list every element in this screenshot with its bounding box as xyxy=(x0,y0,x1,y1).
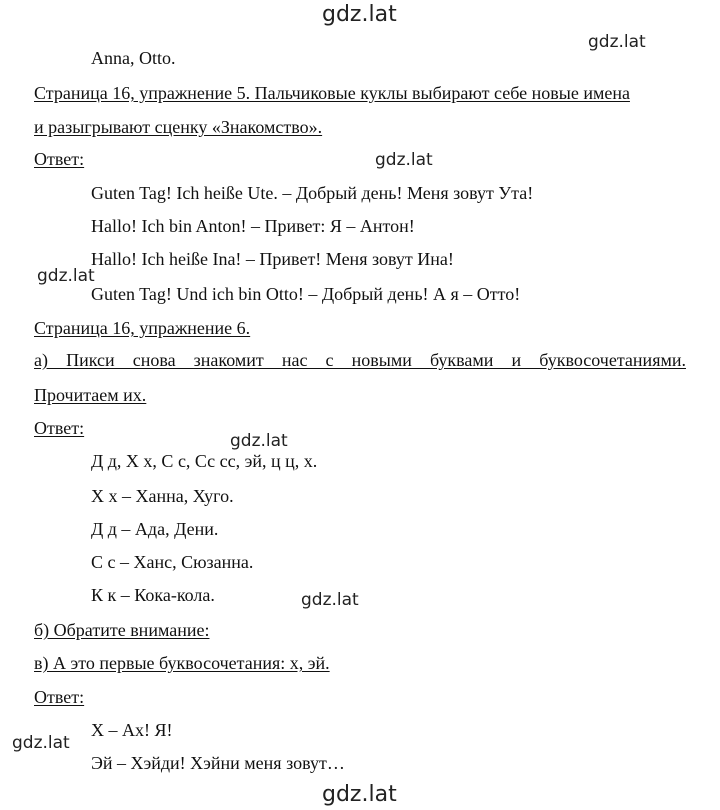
exercise-heading: б) Обратите внимание: xyxy=(34,620,210,640)
watermark: gdz.lat xyxy=(37,266,95,286)
exercise-heading: Страница 16, упражнение 5. Пальчиковые куклы выбирают себе новые имена xyxy=(34,83,630,103)
answer-label: Ответ: xyxy=(34,687,85,707)
answer-line: С с – Ханс, Сюзанна. xyxy=(91,552,254,572)
answer-line: Д д – Ада, Дени. xyxy=(91,519,219,539)
answer-line: Х – Ах! Я! xyxy=(91,720,173,740)
answer-label: Ответ: xyxy=(34,418,85,438)
exercise-heading: а) Пикси снова знакомит нас с новыми буквами и буквосочетаниями. xyxy=(34,350,686,370)
watermark: gdz.lat xyxy=(12,733,70,753)
answer-line: Guten Tag! Ich heiße Ute. – Добрый день! Меня зовут Ута! xyxy=(91,183,534,203)
watermark: gdz.lat xyxy=(301,590,359,610)
answer-line: Эй – Хэйди! Хэйни меня зовут… xyxy=(91,753,345,773)
answer-line: К к – Кока-кола. xyxy=(91,585,215,605)
exercise-heading: Страница 16, упражнение 6. xyxy=(34,318,251,338)
watermark-top: gdz.lat xyxy=(322,2,397,27)
watermark: gdz.lat xyxy=(588,32,646,52)
answer-line: Hallo! Ich heiße Ina! – Привет! Меня зовут Ина! xyxy=(91,249,454,269)
answer-label: Ответ: xyxy=(34,149,85,169)
watermark: gdz.lat xyxy=(375,150,433,170)
answer-line: Х х – Ханна, Хуго. xyxy=(91,486,234,506)
answer-line: Д д, Х х, С с, Сс сс, эй, ц ц, х. xyxy=(91,451,318,471)
exercise-heading: в) А это первые буквосочетания: х, эй. xyxy=(34,653,330,673)
answer-line: Hallo! Ich bin Anton! – Привет: Я – Антон! xyxy=(91,216,415,236)
text-line: Anna, Otto. xyxy=(91,48,176,68)
watermark: gdz.lat xyxy=(230,431,288,451)
watermark-bottom: gdz.lat xyxy=(322,782,397,807)
answer-line: Guten Tag! Und ich bin Otto! – Добрый день! А я – Отто! xyxy=(91,284,521,304)
exercise-heading: Прочитаем их. xyxy=(34,385,147,405)
exercise-heading: и разыгрывают сценку «Знакомство». xyxy=(34,117,323,137)
